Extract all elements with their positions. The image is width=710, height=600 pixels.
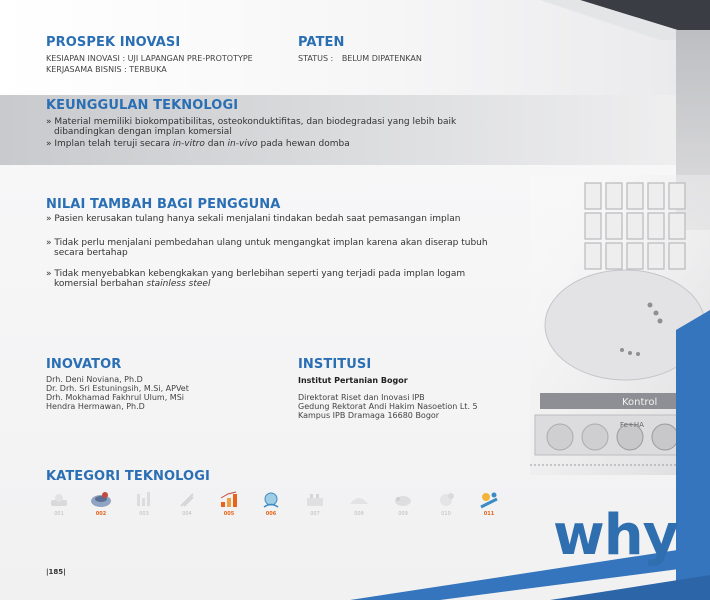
health-icon — [260, 490, 282, 510]
inovator-name: Drh. Deni Noviana, Ph.D — [46, 375, 143, 384]
kategori-item — [390, 490, 416, 526]
kategori-num: 001 — [54, 511, 64, 517]
keunggulan-item-2-invitro: in-vitro — [172, 139, 205, 149]
inovator-name: Dr. Drh. Sri Estuningsih, M.Si, APVet — [46, 384, 189, 393]
fishery-icon — [348, 490, 370, 510]
why-logo: why — [553, 503, 679, 568]
kategori-item — [346, 490, 372, 526]
kategori-item — [174, 490, 200, 526]
paten-title: PATEN — [298, 35, 345, 50]
kategori-title: KATEGORI TEKNOLOGI — [46, 469, 210, 484]
photo-sub-label: Fe+HA — [620, 421, 644, 429]
agriculture-icon — [48, 490, 70, 510]
inovator-name: Hendra Hermawan, Ph.D — [46, 402, 145, 411]
paten-status-value: BELUM DIPATENKAN — [341, 54, 422, 63]
nilai-title: NILAI TAMBAH BAGI PENGGUNA — [46, 197, 281, 212]
kategori-num: 006 — [265, 511, 277, 517]
paten-status — [298, 53, 422, 64]
education-icon — [478, 490, 500, 510]
keunggulan-item-2 — [46, 139, 350, 149]
food-icon — [90, 490, 112, 510]
photo-label: Kontrol — [622, 397, 658, 408]
keunggulan-item-2-a: » Implan telah teruji secara — [46, 139, 170, 149]
kategori-num: 003 — [139, 511, 149, 517]
nilai-item-3: » Tidak menyebabkan kebengkakan yang berlebihan seperti yang terjadi pada implan logam — [46, 269, 466, 279]
manufacturing-icon — [304, 490, 326, 510]
kategori-item — [302, 490, 328, 526]
kesiapan-inovasi: KESIAPAN INOVASI : UJI LAPANGAN PRE-PROTOTYPE — [46, 54, 253, 63]
kategori-item — [216, 490, 242, 526]
nilai-item-3-b: komersial berbahan — [54, 279, 144, 289]
address-line: Direktorat Riset dan Inovasi IPB — [298, 393, 425, 402]
kerjasama-bisnis: KERJASAMA BISNIS : TERBUKA — [46, 65, 167, 74]
kategori-item — [88, 490, 114, 526]
energy-icon — [176, 490, 198, 510]
inovator-name: Drh. Mokhamad Fakhrul Ulum, MSi — [46, 393, 185, 402]
nilai-item-3-cont — [54, 279, 210, 289]
nilai-item-3-stainless: stainless steel — [146, 279, 211, 289]
kategori-item — [46, 490, 72, 526]
institusi-address — [298, 393, 478, 420]
inovator-title: INOVATOR — [46, 357, 122, 372]
keunggulan-item-1-cont: dibandingkan dengan implan komersial — [54, 127, 232, 137]
address-line: Gedung Rektorat Andi Hakim Nasoetion Lt. 5 — [298, 402, 478, 411]
nilai-item-1: » Pasien kerusakan tulang hanya sekali menjalani tindakan bedah saat pemasangan implan — [46, 214, 461, 224]
address-line: Kampus IPB Dramaga 16680 Bogor — [298, 411, 440, 420]
institusi-name: Institut Pertanian Bogor — [298, 376, 408, 385]
kategori-item — [131, 490, 157, 526]
keunggulan-item-2-dan: dan — [207, 139, 225, 149]
kategori-num: 011 — [483, 511, 495, 517]
kategori-item — [433, 490, 459, 526]
inovator-list — [46, 375, 189, 411]
kategori-num: 007 — [310, 511, 320, 517]
keunggulan-item-2-b: pada hewan domba — [260, 139, 350, 149]
industry-icon — [133, 490, 155, 510]
kategori-num: 009 — [398, 511, 408, 517]
kategori-num: 008 — [354, 511, 364, 517]
kategori-icons — [46, 490, 516, 526]
kategori-num: 010 — [441, 511, 451, 517]
paten-status-label: STATUS : — [298, 54, 334, 63]
kategori-item — [476, 490, 502, 526]
biotech-icon — [218, 490, 240, 510]
nilai-item-2-cont: secara bertahap — [54, 248, 128, 258]
prospek-title: PROSPEK INOVASI — [46, 35, 181, 50]
institusi-title: INSTITUSI — [298, 357, 372, 372]
environment-icon — [435, 490, 457, 510]
kategori-num: 005 — [223, 511, 235, 517]
nilai-item-2: » Tidak perlu menjalani pembedahan ulang untuk mengangkat implan karena akan diserap tubuh — [46, 238, 488, 248]
keunggulan-item-2-invivo: in-vivo — [227, 139, 258, 149]
kategori-num: 004 — [182, 511, 192, 517]
livestock-icon — [392, 490, 414, 510]
kategori-num: 002 — [95, 511, 107, 517]
keunggulan-title: KEUNGGULAN TEKNOLOGI — [46, 98, 239, 113]
keunggulan-item-1: » Material memiliki biokompatibilitas, osteokonduktifitas, dan biodegradasi yang lebih baik — [46, 117, 457, 127]
page-number: |185| — [46, 568, 66, 576]
kategori-item — [258, 490, 284, 526]
